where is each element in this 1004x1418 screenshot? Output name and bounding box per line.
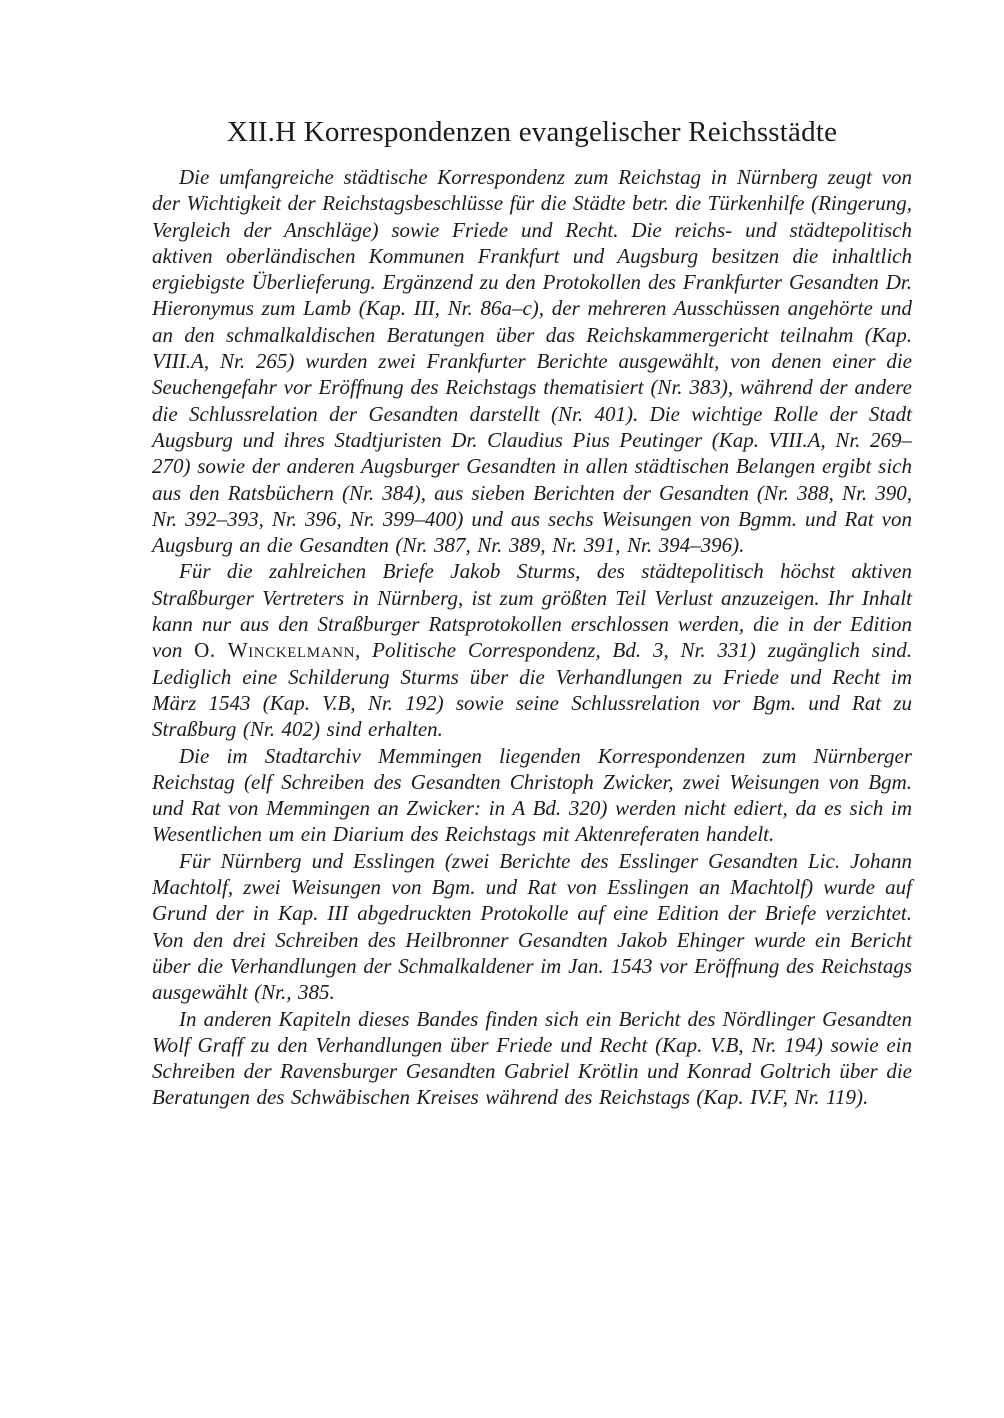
section-heading: XII.H Korrespondenzen evangelischer Reichsstädte [226, 116, 838, 148]
paragraph-text: , Politische Correspondenz, Bd. 3, Nr. 331) zugänglich sind. Lediglich eine Schilderung Sturms über die Verhandlungen zu Friede und Recht im März 1543 (Kap. V.B, Nr. 192) sowie seine Schlussrelation vor Bgm. und Rat zu Straßburg (Nr. 402) sind erhalten. [152, 638, 912, 742]
paragraph-text: Für Nürnberg und Esslingen (zwei Berichte des Esslinger Gesandten Lic. Johann Machtolf, zwei Weisungen von Bgm. und Rat von Esslingen an Machtolf) wurde auf Grund der in Kap. III abgedruckten Protokolle auf eine Edition der Briefe verzichtet. Von den drei Schreiben des Heilbronner Gesandten Jakob Ehinger wurde ein Bericht über die Verhandlungen der Schmalkaldener im Jan. 1543 vor Eröffnung des Reichstags ausgewählt (Nr., 385. [152, 848, 912, 1005]
paragraph-text: In anderen Kapiteln dieses Bandes finden sich ein Bericht des Nördlinger Gesandten Wolf Graff zu den Verhandlungen über Friede und Recht (Kap. V.B, Nr. 194) sowie ein Schreiben der Ravensburger Gesandten Gabriel Krötlin und Konrad Goltrich über die Beratungen des Schwäbischen Kreises während des Reichstags (Kap. IV.F, Nr. 119). [152, 1006, 912, 1110]
paragraph-strassburg [152, 558, 912, 742]
paragraph-text: Die umfangreiche städtische Korrespondenz zum Reichstag in Nürnberg zeugt von der Wichtigkeit der Reichstagsbeschlüsse für die Städte betr. die Türkenhilfe (Ringerung, Vergleich der Anschläge) sowie Friede und Recht. Die reichs- und städtepolitisch aktiven oberländischen Kommunen Frankfurt und Augsburg besitzen die inhaltlich ergiebigste Überlieferung. Ergänzend zu den Protokollen des Frankfurter Gesandten Dr. Hieronymus zum Lamb (Kap. III, Nr. 86a–c), der mehreren Ausschüssen angehörte und an den schmalkaldischen Beratungen über das Reichskammergericht teilnahm (Kap. VIII.A, Nr. 265) wurden zwei Frankfurter Berichte ausgewählt, von denen einer die Seuchengefahr vor Eröffnung des Reichstags thematisiert (Nr. 383), während der andere die Schlussrelation der Gesandten darstellt (Nr. 401). Die wichtige Rolle der Stadt Augsburg und ihres Stadtjuristen Dr. Claudius Pius Peutinger (Kap. VIII.A, Nr. 269–270) sowie der anderen Augsburger Gesandten in allen städtischen Belangen ergibt sich aus den Ratsbüchern (Nr. 384), aus sieben Berichten der Gesandten (Nr. 388, Nr. 390, Nr. 392–393, Nr. 396, Nr. 399–400) und aus sechs Weisungen von Bgmm. und Rat von Augsburg an die Gesandten (Nr. 387, Nr. 389, Nr. 391, Nr. 394–396). [152, 165, 912, 558]
paragraph-other-chapters [152, 1006, 912, 1111]
paragraph-nuernberg-esslingen [152, 848, 912, 1006]
paragraph-overview [152, 164, 912, 558]
body-text [152, 164, 912, 1111]
paragraph-memmingen [152, 743, 912, 848]
paragraph-text: Für die zahlreichen Briefe Jakob Sturms, des städtepolitisch höchst aktiven Straßburger Vertreters in Nürnberg, ist zum größten Teil Verlust anzuzeigen. Ihr Inhalt kann nur aus den Straßburger Ratsprotokollen erschlossen werden, die in der Edition von [152, 559, 912, 663]
person-name-smallcaps: O. Winckelmann [194, 638, 356, 663]
text-column [152, 114, 912, 1111]
paragraph-text: Die im Stadtarchiv Memmingen liegenden Korrespondenzen zum Nürnberger Reichstag (elf Schreiben des Gesandten Christoph Zwicker, zwei Weisungen von Bgm. und Rat von Memmingen an Zwicker: in A Bd. 320) werden nicht ediert, da es sich im Wesentlichen um ein Diarium des Reichstags mit Aktenreferaten handelt. [152, 743, 912, 847]
